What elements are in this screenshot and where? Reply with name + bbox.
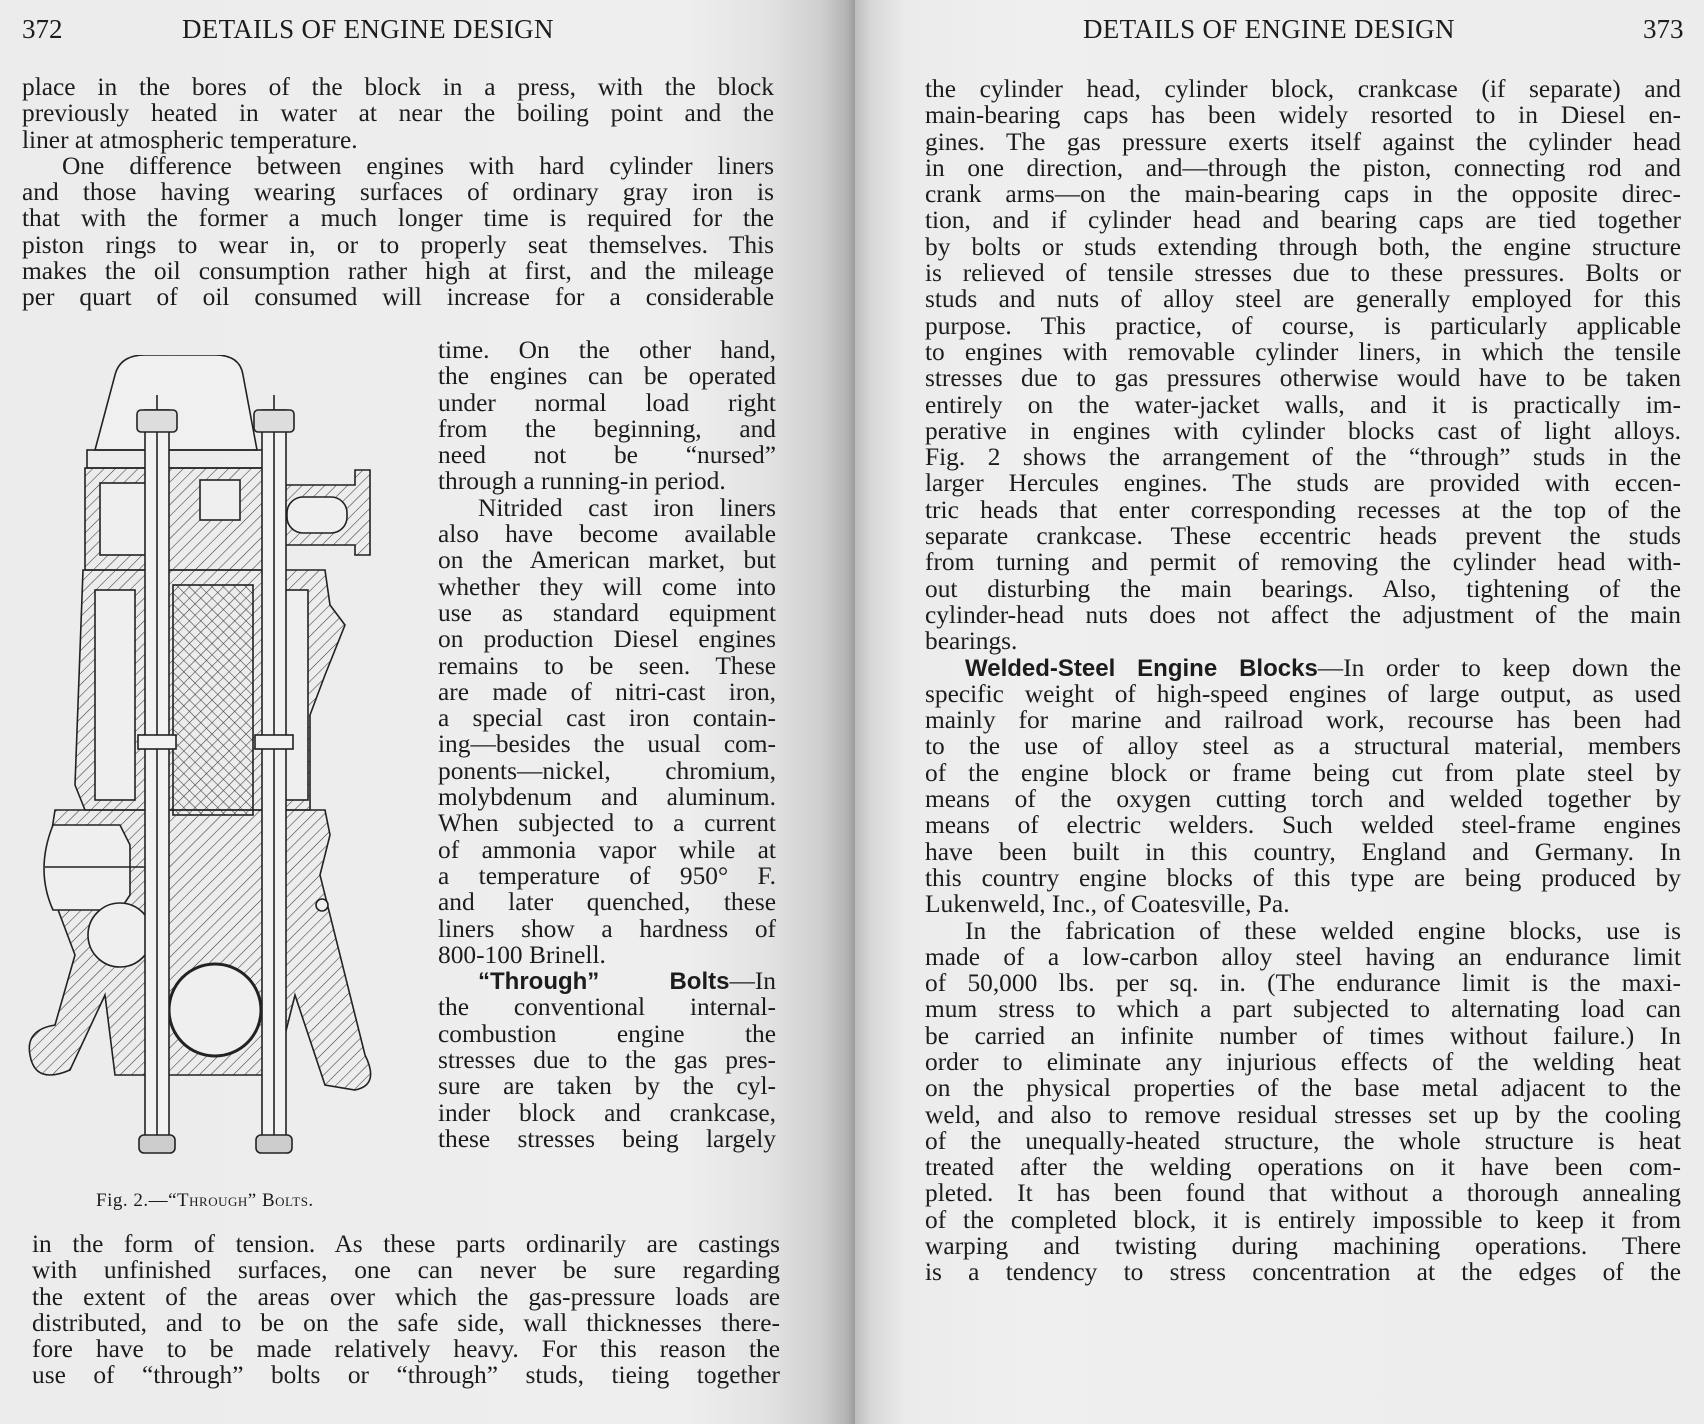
text-line: purpose. This practice, of course, is particularly applicable [925, 311, 1681, 340]
text-line: the extent of the areas over which the gas-pressure loads are [32, 1282, 780, 1311]
text-line: through a running-in period. [438, 467, 726, 496]
oil-gallery [88, 903, 152, 967]
section-heading-through-bolts: “Through” Bolts [478, 968, 730, 996]
text-line: with unfinished surfaces, one can never be sure regarding [32, 1256, 780, 1285]
text-line: of ammonia vapor while at [438, 835, 776, 864]
text-line: whether they will come into [438, 572, 776, 601]
text-line: specific weight of high-speed engines of large output, as used [925, 679, 1681, 708]
valve-cover [95, 355, 257, 450]
text-line: studs and nuts of alloy steel are generally employed for this [925, 285, 1681, 314]
section-heading-welded-steel: Welded-Steel Engine Blocks [965, 654, 1318, 682]
text-line: of the unequally-heated structure, the whole structure is heat [925, 1126, 1681, 1155]
text-line: on production Diesel engines [438, 625, 776, 654]
text-line: under normal load right [438, 388, 776, 417]
cover-flange [87, 450, 269, 468]
text-line: are made of nitri-cast iron, [438, 677, 776, 706]
text-line: fore have to be made relatively heavy. For this reason the [32, 1335, 780, 1364]
text-line: combustion engine the [438, 1019, 776, 1048]
text-line: that with the former a much longer time is required for the [22, 204, 774, 233]
text-line: stresses due to gas pressures otherwise would have to be taken [925, 364, 1681, 393]
text-line: also have become available [438, 520, 776, 549]
text-line: liners show a hardness of [438, 914, 776, 943]
text-line: 800-100 Brinell. [438, 940, 606, 969]
text-line: and later quenched, these [438, 888, 776, 917]
running-head: DETAILS OF ENGINE DESIGN [1083, 14, 1455, 44]
text-line: is a tendency to stress concentration at the edges of the [925, 1258, 1681, 1287]
text-line: be carried an infinite number of times without failure.) In [925, 1021, 1681, 1050]
text-line: sure are taken by the cyl- [438, 1072, 776, 1101]
running-head: DETAILS OF ENGINE DESIGN [182, 14, 554, 44]
text-line: tion, and if cylinder head and bearing caps are tied together [925, 206, 1681, 235]
text-line: ing—besides the usual com- [438, 730, 776, 759]
text-line: in the form of tension. As these parts ordinarily are castings [32, 1230, 780, 1258]
figure-caption [96, 1190, 314, 1212]
body-text-top [22, 74, 774, 311]
text-line: means of electric welders. Such welded steel-frame engines [925, 811, 1681, 840]
text-line: treated after the welding operations on it have been com- [925, 1153, 1681, 1182]
text-line: is relieved of tensile stresses due to these pressures. Bolts or [925, 259, 1681, 288]
text-line: previously heated in water at near the boiling point and the [22, 99, 774, 128]
text-line: and those having wearing surfaces of ordinary gray iron is [22, 178, 774, 207]
engine-cross-section-figure [25, 355, 420, 1170]
text-line: order to eliminate any injurious effects of the welding heat [925, 1047, 1681, 1076]
text-line: these stresses being largely [438, 1124, 776, 1153]
text-line: pleted. It has been found that without a thorough annealing [925, 1179, 1681, 1208]
text-line: One difference between engines with hard cylinder liners [62, 151, 774, 180]
text-line: of the engine block or frame being cut from plate steel by [925, 758, 1681, 787]
section-heading-line: “Through” Bolts—In [478, 967, 776, 996]
text-line: gines. The gas pressure exerts itself against the cylinder head [925, 127, 1681, 156]
text-line: of 50,000 lbs. per sq. in. (The endurance limit is the maxi- [925, 969, 1681, 998]
text-line: the cylinder head, cylinder block, crankcase (if separate) and [925, 75, 1681, 103]
text-line: the conventional internal- [438, 993, 776, 1022]
text-line: a temperature of 950° F. [438, 861, 776, 890]
text-line: to the use of alloy steel as a structural material, members [925, 732, 1681, 761]
body-text-bottom [32, 1231, 780, 1389]
text-line: this country engine blocks of this type are being produced by [925, 863, 1681, 892]
text-line: use as standard equipment [438, 598, 776, 627]
body-text [925, 76, 1681, 1286]
piston [173, 585, 253, 815]
text-line: stresses due to the gas pres- [438, 1046, 776, 1075]
text-line: from turning and permit of removing the cylinder head with- [925, 548, 1681, 577]
text-line: remains to be seen. These [438, 651, 776, 680]
text-line: from the beginning, and [438, 414, 776, 443]
text-line: cylinder-head nuts does not affect the adjustment of the main [925, 600, 1681, 629]
text-line: need not be “nursed” [438, 441, 776, 470]
text-line: entirely on the water-jacket walls, and it is practically im- [925, 390, 1681, 419]
text-line: Fig. 2 shows the arrangement of the “through” studs in the [925, 443, 1681, 472]
text-line: on the American market, but [438, 546, 776, 575]
figure-title: “Through” Bolts. [168, 1190, 314, 1211]
text-line: piston rings to wear in, or to properly seat themselves. This [22, 230, 774, 259]
page-number: 373 [1643, 14, 1684, 44]
text-line: liner at atmospheric temperature. [22, 125, 358, 154]
text-line: separate crankcase. These eccentric heads prevent the studs [925, 522, 1681, 551]
text-line: warping and twisting during machining operations. There [925, 1232, 1681, 1261]
text-line: out disturbing the main bearings. Also, tightening of the [925, 574, 1681, 603]
text-line: Nitrided cast iron liners [478, 493, 776, 522]
text-line: In the fabrication of these welded engine blocks, use is [965, 916, 1681, 945]
text-line: main-bearing caps has been widely resorted to in Diesel en- [925, 101, 1681, 130]
text-line: means of the oxygen cutting torch and welded together by [925, 785, 1681, 814]
text-line: made of a low-carbon alloy steel having an endurance limit [925, 942, 1681, 971]
text-line: use of “through” bolts or “through” studs, tieing together [32, 1361, 780, 1390]
page-number: 372 [22, 14, 63, 44]
text-line: When subjected to a current [438, 809, 776, 838]
text-line: time. On the other hand, [438, 336, 776, 364]
text-line: distributed, and to be on the safe side, wall thicknesses there- [32, 1308, 780, 1337]
text-line: crank arms—on the main-bearing caps in the opposite direc- [925, 180, 1681, 209]
section-heading-line: Welded-Steel Engine Blocks—In order to keep down the [965, 653, 1681, 682]
text-line: a special cast iron contain- [438, 704, 776, 733]
text-line: to engines with removable cylinder liners, in which the tensile [925, 337, 1681, 366]
text-line: tric heads that enter corresponding recesses at the top of the [925, 495, 1681, 524]
text-line: Lukenweld, Inc., of Coatesville, Pa. [925, 890, 1290, 919]
text-line: weld, and also to remove residual stresses set up by the cooling [925, 1100, 1681, 1129]
body-text-wrap [438, 337, 776, 1152]
text-line: molybdenum and aluminum. [438, 783, 776, 812]
text-line: of the completed block, it is entirely impossible to keep it from [925, 1205, 1681, 1234]
text-line: in one direction, and—through the piston, connecting rod and [925, 153, 1681, 182]
text-line: have been built in this country, England and Germany. In [925, 837, 1681, 866]
text-line: makes the oil consumption rather high at first, and the mileage [22, 257, 774, 286]
text-line: ponents—nickel, chromium, [438, 756, 776, 785]
text-line: mainly for marine and railroad work, recourse has been had [925, 706, 1681, 735]
right-page [855, 0, 1704, 1424]
text-line: per quart of oil consumed will increase for a considerable [22, 283, 774, 312]
text-line: on the physical properties of the base metal adjacent to the [925, 1074, 1681, 1103]
text-line: perative in engines with cylinder blocks cast of light alloys. [925, 416, 1681, 445]
text-line: bearings. [925, 627, 1018, 656]
text-line: inder block and crankcase, [438, 1098, 776, 1127]
text-line: mum stress to which a part subjected to alternating load can [925, 995, 1681, 1024]
text-line: by bolts or studs extending through both, the engine structure [925, 232, 1681, 261]
figure-number: Fig. 2.— [96, 1190, 169, 1211]
main-bearing [169, 964, 261, 1056]
text-line: the engines can be operated [438, 362, 776, 391]
text-line: larger Hercules engines. The studs are provided with eccen- [925, 469, 1681, 498]
text-line: place in the bores of the block in a press, with the block [22, 73, 774, 101]
